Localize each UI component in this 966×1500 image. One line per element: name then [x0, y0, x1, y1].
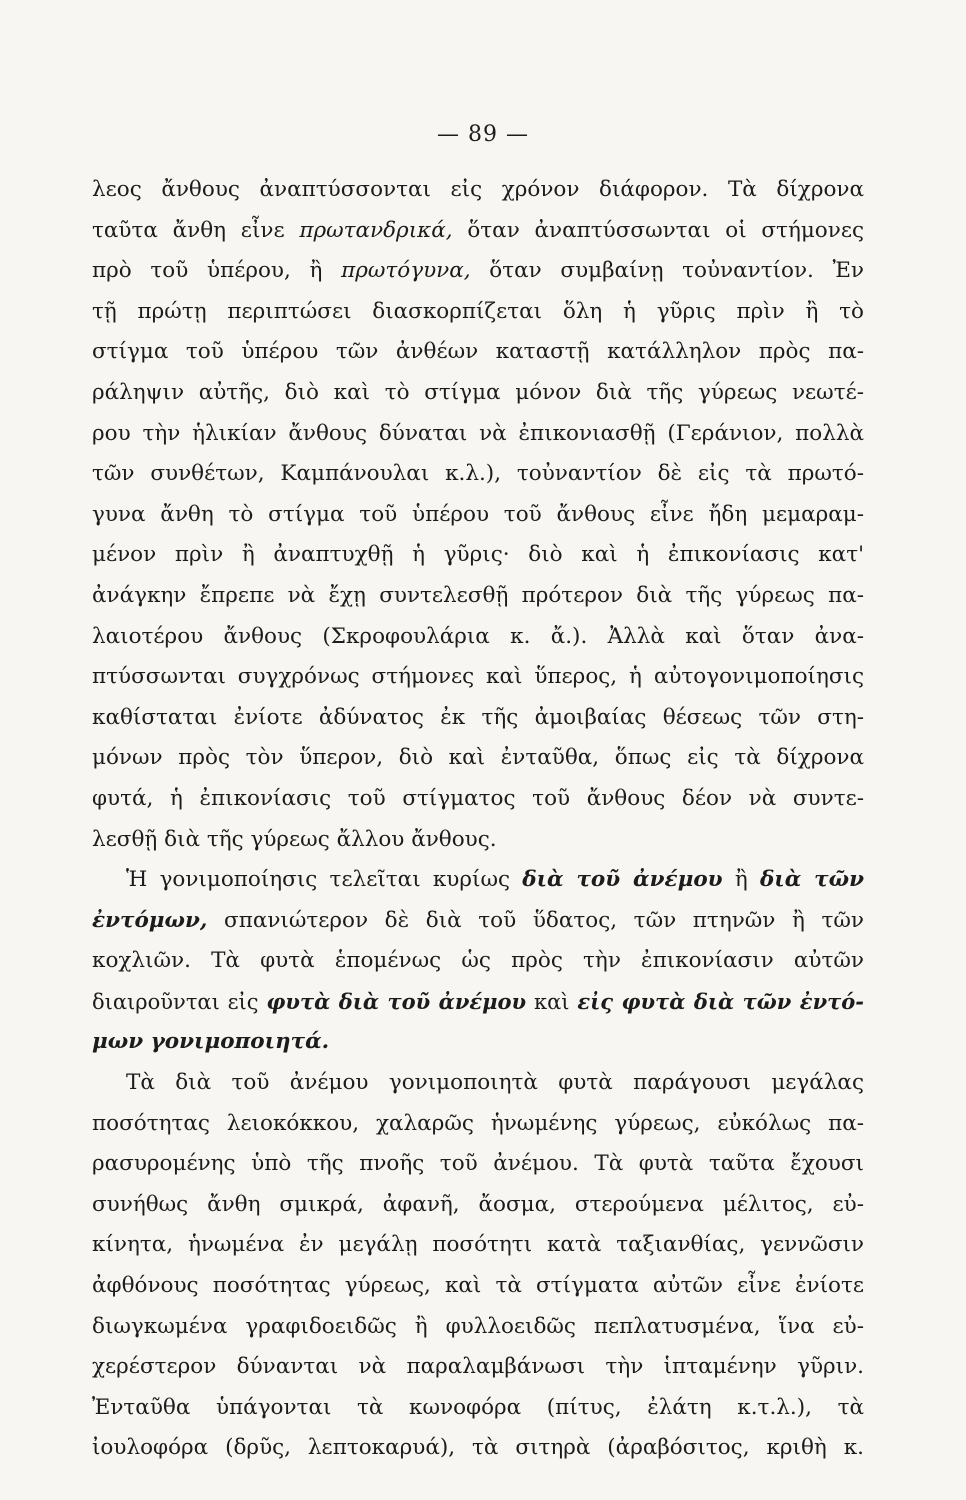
text-run: λεσθῇ διὰ τῆς γύρεως ἄλλου ἄνθους. — [92, 826, 497, 852]
text-run: ἢ — [722, 867, 760, 893]
text-run: ἰουλοφόρα (δρῦς, λεπτοκαρυά), τὰ σιτηρὰ (ἀραβόσιτος, κριθὴ κ. — [92, 1435, 864, 1461]
text-line — [92, 1388, 864, 1429]
text-run: Ἡ γονιμοποίησις τελεῖται κυρίως — [126, 867, 523, 893]
text-line — [92, 1225, 864, 1266]
text-line — [92, 292, 864, 333]
text-run: σπανιώτερον δὲ διὰ τοῦ ὕδατος, τῶν πτηνῶν ἢ τῶν — [207, 907, 864, 933]
text-line — [92, 1104, 864, 1145]
text-run: ράληψιν αὐτῆς, διὸ καὶ τὸ στίγμα μόνον διὰ τῆς γύρεως νεωτέ- — [92, 379, 864, 405]
text-run: στίγμα τοῦ ὑπέρου τῶν ἀνθέων καταστῇ κατάλληλον πρὸς πα- — [92, 339, 864, 365]
text-run: ἀφθόνους ποσότητας γύρεως, καὶ τὰ στίγματα αὐτῶν εἶνε ἐνίοτε — [92, 1273, 864, 1299]
text-line — [92, 1144, 864, 1185]
text-line — [92, 535, 864, 576]
text-line — [92, 170, 864, 211]
text-line — [92, 698, 864, 739]
text-run: ἀνάγκην ἔπρεπε νὰ ἔχῃ συντελεσθῇ πρότερον διὰ τῆς γύρεως πα- — [92, 582, 864, 608]
text-line — [92, 454, 864, 495]
text-line — [92, 1347, 864, 1388]
text-line — [92, 1063, 864, 1104]
text-line — [92, 1185, 864, 1226]
text-run: καθίσταται ἐνίοτε ἀδύνατος ἐκ τῆς ἀμοιβαίας θέσεως τῶν στη- — [92, 704, 864, 730]
text-run: γυνα ἄνθη τὸ στίγμα τοῦ ὑπέρου τοῦ ἄνθους εἶνε ἤδη μεμαραμ- — [92, 501, 864, 527]
text-line — [92, 1266, 864, 1307]
text-line — [92, 820, 864, 861]
text-run: χερέστερον δύνανται νὰ παραλαμβάνωσι τὴν ἱπταμένην γῦριν. — [92, 1354, 864, 1380]
text-line — [92, 576, 864, 617]
text-run: διαιροῦνται εἰς — [92, 989, 267, 1014]
text-run: Ἐνταῦθα ὑπάγονται τὰ κωνοφόρα (πίτυς, ἐλάτη κ.τ.λ.), τὰ — [92, 1394, 864, 1420]
text-line — [92, 373, 864, 414]
text-run: Τὰ διὰ τοῦ ἀνέμου γονιμοποιητὰ φυτὰ παράγουσι μεγάλας — [126, 1070, 864, 1096]
term-italic: πρωτόγυνα, — [341, 258, 471, 284]
text-run: ρασυρομένης ὑπὸ τῆς πνοῆς τοῦ ἀνέμου. Τὰ φυτὰ ταῦτα ἔχουσι — [92, 1151, 864, 1177]
text-line — [92, 1022, 864, 1063]
text-line — [92, 860, 864, 901]
text-line — [92, 982, 864, 1023]
text-run: ὅταν ἀναπτύσσωνται οἱ στήμονες — [452, 217, 864, 243]
text-line — [92, 1307, 864, 1348]
text-line — [92, 941, 864, 982]
text-run: μόνων πρὸς τὸν ὕπερον, διὸ καὶ ἐνταῦθα, ὅπως εἰς τὰ δίχρονα — [92, 745, 864, 771]
text-run: τῶν συνθέτων, Καμπάνουλαι κ.λ.), τοὐναντίον δὲ εἰς τὰ πρωτό- — [92, 461, 864, 487]
text-line — [92, 738, 864, 779]
term-italic: διὰ τῶν — [759, 867, 864, 893]
text-run: κίνητα, ἡνωμένα ἐν μεγάλῃ ποσότητι κατὰ ταξιανθίας, γεννῶσιν — [92, 1232, 864, 1258]
text-run: κοχλιῶν. Τὰ φυτὰ ἑπομένως ὡς πρὸς τὴν ἐπικονίασιν αὐτῶν — [92, 948, 864, 974]
text-line — [92, 414, 864, 455]
text-line — [92, 617, 864, 658]
text-run: πρὸ τοῦ ὑπέρου, ἢ — [92, 258, 342, 284]
text-run: μένον πρὶν ἢ ἀναπτυχθῇ ἡ γῦρις· διὸ καὶ ἡ ἐπικονίασις κατ' — [92, 542, 864, 568]
text-run: ὅταν συμβαίνῃ τοὐναντίον. Ἐν — [470, 258, 864, 284]
text-run: λαιοτέρου ἄνθους (Σκροφουλάρια κ. ἄ.). Ἀλλὰ καὶ ὅταν ἀνα- — [92, 623, 864, 649]
text-run: ρου τὴν ἡλικίαν ἄνθους δύναται νὰ ἐπικονιασθῇ (Γεράνιον, πολλὰ — [92, 420, 864, 446]
term-italic: εἰς φυτὰ διὰ τῶν ἐντό- — [577, 988, 864, 1014]
page-number: — 89 — — [437, 122, 529, 147]
text-run: πτύσσωνται συγχρόνως στήμονες καὶ ὕπερος, ἡ αὐτογονιμοποίησις — [92, 664, 864, 690]
text-line — [92, 251, 864, 292]
text-line — [92, 1428, 864, 1469]
text-line — [92, 332, 864, 373]
text-run: λεος ἄνθους ἀναπτύσσονται εἰς χρόνον διάφορον. Τὰ δίχρονα — [92, 177, 864, 202]
text-run: φυτά, ἡ ἐπικονίασις τοῦ στίγματος τοῦ ἄνθους δέον νὰ συντε- — [92, 785, 864, 811]
text-line — [92, 779, 864, 820]
text-line — [92, 901, 864, 942]
text-line — [92, 657, 864, 698]
text-line — [92, 211, 864, 252]
text-line — [92, 495, 864, 536]
text-run: διωγκωμένα γραφιδοειδῶς ἢ φυλλοειδῶς πεπλατυσμένα, ἵνα εὐ- — [92, 1313, 864, 1339]
term-italic: πρωτανδρικά, — [299, 217, 453, 243]
term-italic: φυτὰ διὰ τοῦ ἀνέμου — [266, 988, 527, 1014]
term-italic: ἐντόμων, — [92, 907, 208, 933]
term-italic: μων γονιμοποιητά. — [92, 1029, 330, 1055]
text-run: συνήθως ἄνθη σμικρά, ἀφανῆ, ἄοσμα, στερούμενα μέλιτος, εὐ- — [92, 1191, 864, 1217]
term-italic: διὰ τοῦ ἀνέμου — [522, 867, 723, 893]
body-text — [92, 170, 864, 1469]
text-run: ποσότητας λειοκόκκου, χαλαρῶς ἡνωμένης γύρεως, εὐκόλως πα- — [92, 1110, 864, 1136]
text-run: καὶ — [526, 989, 578, 1014]
text-run: ταῦτα ἄνθη εἶνε — [92, 217, 300, 243]
text-run: τῇ πρώτῃ περιπτώσει διασκορπίζεται ὅλη ἡ γῦρις πρὶν ἢ τὸ — [92, 298, 864, 324]
